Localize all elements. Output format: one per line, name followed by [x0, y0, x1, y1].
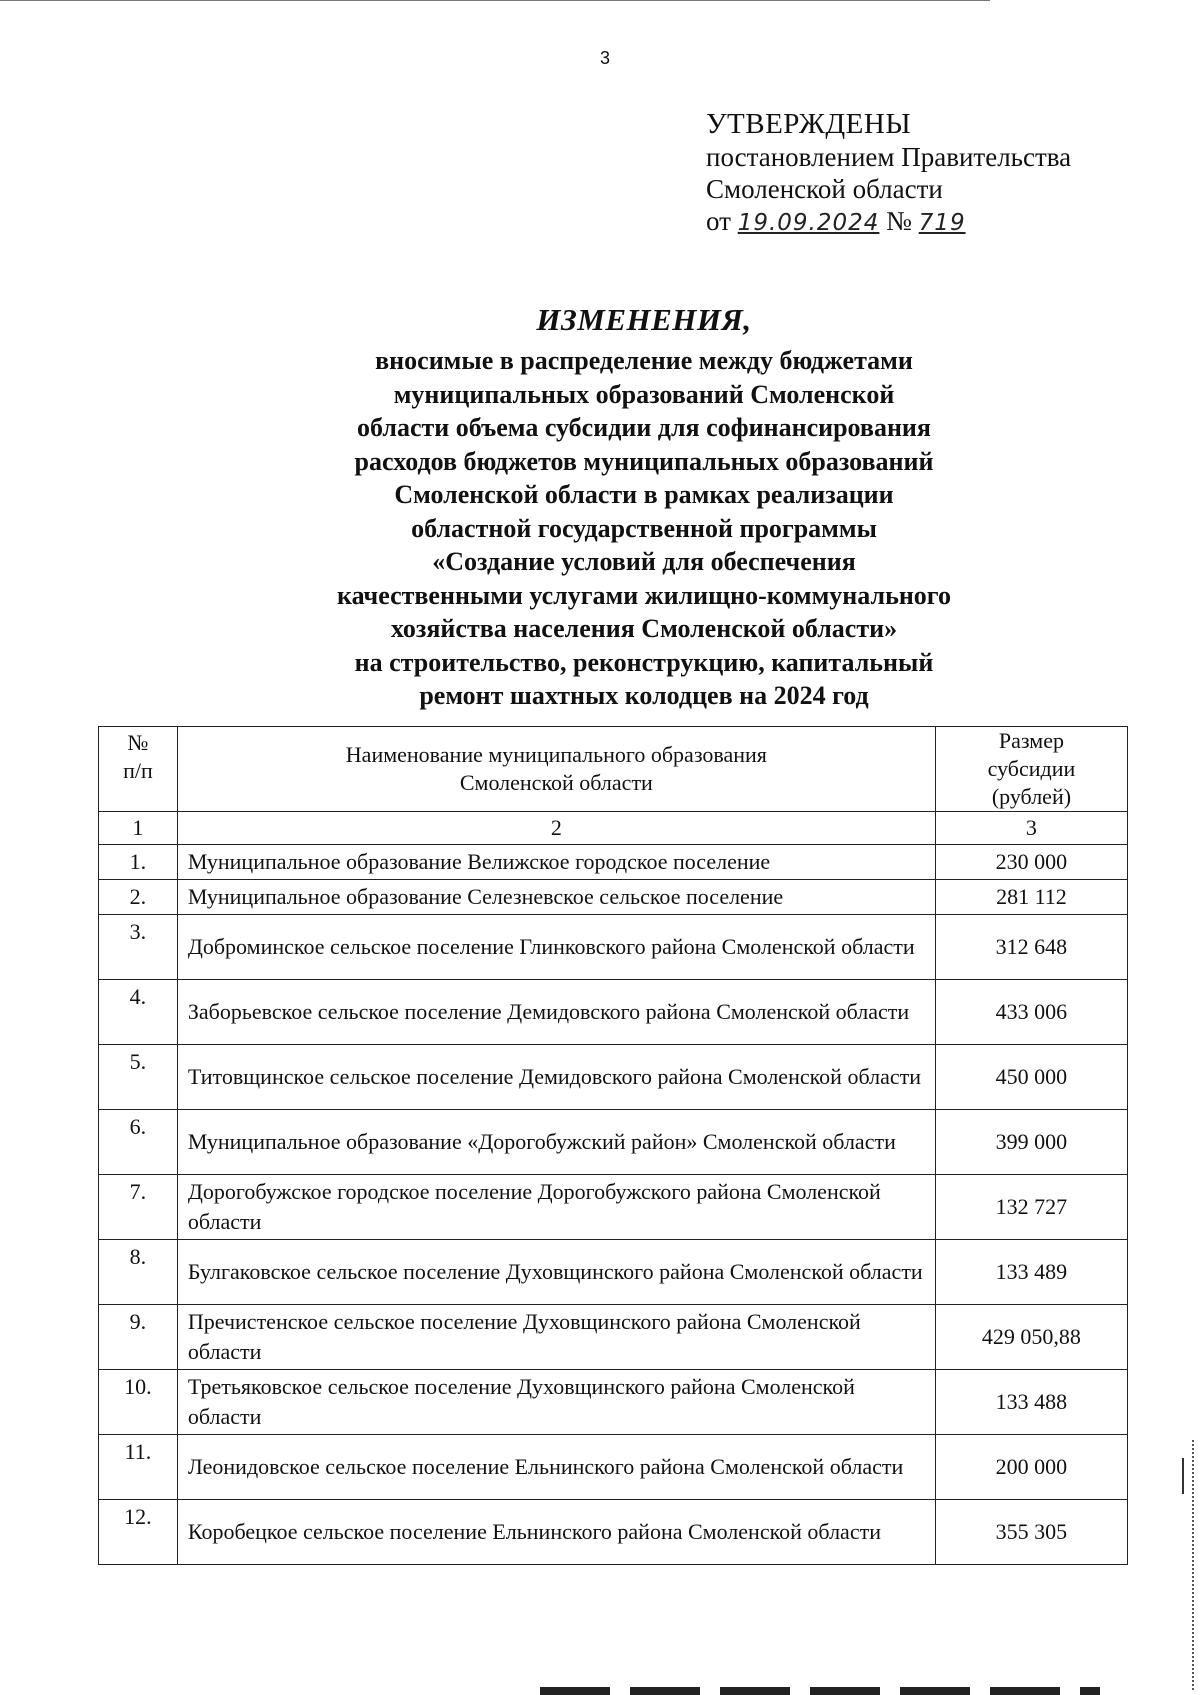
approved-heading: УТВЕРЖДЕНЫ [706, 108, 912, 140]
municipality-name: Муниципальное образование «Дорогобужский район» Смоленской области [177, 1110, 935, 1175]
title-line: вносимые в распределение между бюджетами [375, 346, 913, 375]
column-index-row [99, 812, 1128, 845]
title-line: расходов бюджетов муниципальных образований [354, 446, 934, 476]
number-sign: № [886, 206, 912, 236]
column-index-cell: 2 [177, 812, 935, 845]
subsidy-distribution-table [98, 726, 1128, 1565]
row-number: 11. [99, 1435, 178, 1500]
subsidy-amount: 355 305 [935, 1500, 1127, 1565]
subsidy-amount: 429 050,88 [935, 1305, 1127, 1370]
header-amount-line-3: (рублей) [991, 784, 1072, 809]
title-line: областной государственной программы [411, 513, 877, 543]
handwritten-number: 719 [918, 210, 966, 236]
row-number: 12. [99, 1500, 178, 1565]
scan-edge-line [0, 0, 990, 1]
row-number: 9. [99, 1305, 178, 1370]
row-number: 6. [99, 1110, 178, 1175]
approval-stamp-block [706, 108, 1071, 239]
row-number: 4. [99, 980, 178, 1045]
title-line: на строительство, реконструкцию, капитальный [354, 647, 934, 677]
municipality-name: Булгаковское сельское поселение Духовщинского района Смоленской области [177, 1240, 935, 1305]
title-line: Смоленской области в рамках реализации [394, 480, 894, 509]
subsidy-amount: 133 489 [935, 1240, 1127, 1305]
scan-margin-mark [1182, 1458, 1184, 1494]
table-row [99, 1500, 1128, 1565]
title-line: области объема субсидии для софинансирования [357, 413, 931, 442]
header-amount-line-2: субсидии [987, 756, 1076, 781]
table-row [99, 1305, 1128, 1370]
approval-line-2: Смоленской области [706, 174, 943, 204]
title-line: качественными услугами жилищно-коммунального [337, 580, 951, 610]
municipality-name: Муниципальное образование Велижское городское поселение [177, 845, 935, 880]
municipality-name: Третьяковское сельское поселение Духовщинского района Смоленской области [177, 1370, 935, 1435]
table-row [99, 1110, 1128, 1175]
header-amount-line-1: Размер [998, 728, 1064, 753]
subsidy-amount: 133 488 [935, 1370, 1127, 1435]
table-row [99, 845, 1128, 880]
approval-date-line [706, 205, 1071, 239]
municipality-name: Пречистенское сельское поселение Духовщинского района Смоленской области [177, 1305, 935, 1370]
header-name-line-1: Наименование муниципального образования [345, 742, 767, 767]
row-number: 5. [99, 1045, 178, 1110]
header-name-line-2: Смоленской области [459, 770, 653, 795]
municipality-name: Дорогобужское городское поселение Дорогобужского района Смоленской области [177, 1175, 935, 1240]
document-title: ИЗМЕНЕНИЯ, [536, 302, 752, 337]
table-row [99, 1435, 1128, 1500]
title-line: «Создание условий для обеспечения [432, 547, 856, 576]
title-line: муниципальных образований Смоленской [393, 379, 895, 409]
scan-margin-mark [1190, 1440, 1194, 1690]
subsidy-amount: 132 727 [935, 1175, 1127, 1240]
subsidy-amount: 230 000 [935, 845, 1127, 880]
table-row [99, 980, 1128, 1045]
row-number: 1. [99, 845, 178, 880]
row-number: 2. [99, 880, 178, 915]
table-row [99, 1370, 1128, 1435]
row-number: 3. [99, 915, 178, 980]
column-index-cell: 1 [99, 812, 178, 845]
subsidy-amount: 433 006 [935, 980, 1127, 1045]
page-number: 3 [599, 48, 610, 68]
municipality-name: Заборьевское сельское поселение Демидовского района Смоленской области [177, 980, 935, 1045]
subsidy-amount: 399 000 [935, 1110, 1127, 1175]
table-row [99, 880, 1128, 915]
column-index-cell: 3 [935, 812, 1127, 845]
subsidy-amount: 281 112 [935, 880, 1127, 915]
municipality-name: Муниципальное образование Селезневское сельское поселение [177, 880, 935, 915]
subsidy-amount: 450 000 [935, 1045, 1127, 1110]
header-number-abbr: п/п [123, 758, 153, 783]
table-row [99, 1045, 1128, 1110]
handwritten-date: 19.09.2024 [737, 210, 880, 236]
subsidy-amount: 312 648 [935, 915, 1127, 980]
title-line: ремонт шахтных колодцев на 2024 год [419, 681, 869, 710]
row-number: 8. [99, 1240, 178, 1305]
table-row [99, 1240, 1128, 1305]
header-name-cell [177, 727, 935, 812]
approval-line-1: постановлением Правительства [706, 142, 1072, 172]
scan-bottom-bleed [540, 1687, 1100, 1695]
municipality-name: Коробецкое сельское поселение Ельнинского района Смоленской области [177, 1500, 935, 1565]
date-prefix: от [706, 206, 731, 236]
header-number-sign: № [127, 730, 149, 755]
table-row [99, 915, 1128, 980]
table-row [99, 1175, 1128, 1240]
header-amount-cell [935, 727, 1127, 812]
table-header-row [99, 727, 1128, 812]
subsidy-amount: 200 000 [935, 1435, 1127, 1500]
municipality-name: Леонидовское сельское поселение Ельнинского района Смоленской области [177, 1435, 935, 1500]
municipality-name: Титовщинское сельское поселение Демидовского района Смоленской области [177, 1045, 935, 1110]
document-title-block [0, 300, 1200, 713]
row-number: 10. [99, 1370, 178, 1435]
municipality-name: Доброминское сельское поселение Глинковского района Смоленской области [177, 915, 935, 980]
title-line: хозяйства населения Смоленской области» [390, 614, 898, 643]
header-number-cell [99, 727, 178, 812]
row-number: 7. [99, 1175, 178, 1240]
